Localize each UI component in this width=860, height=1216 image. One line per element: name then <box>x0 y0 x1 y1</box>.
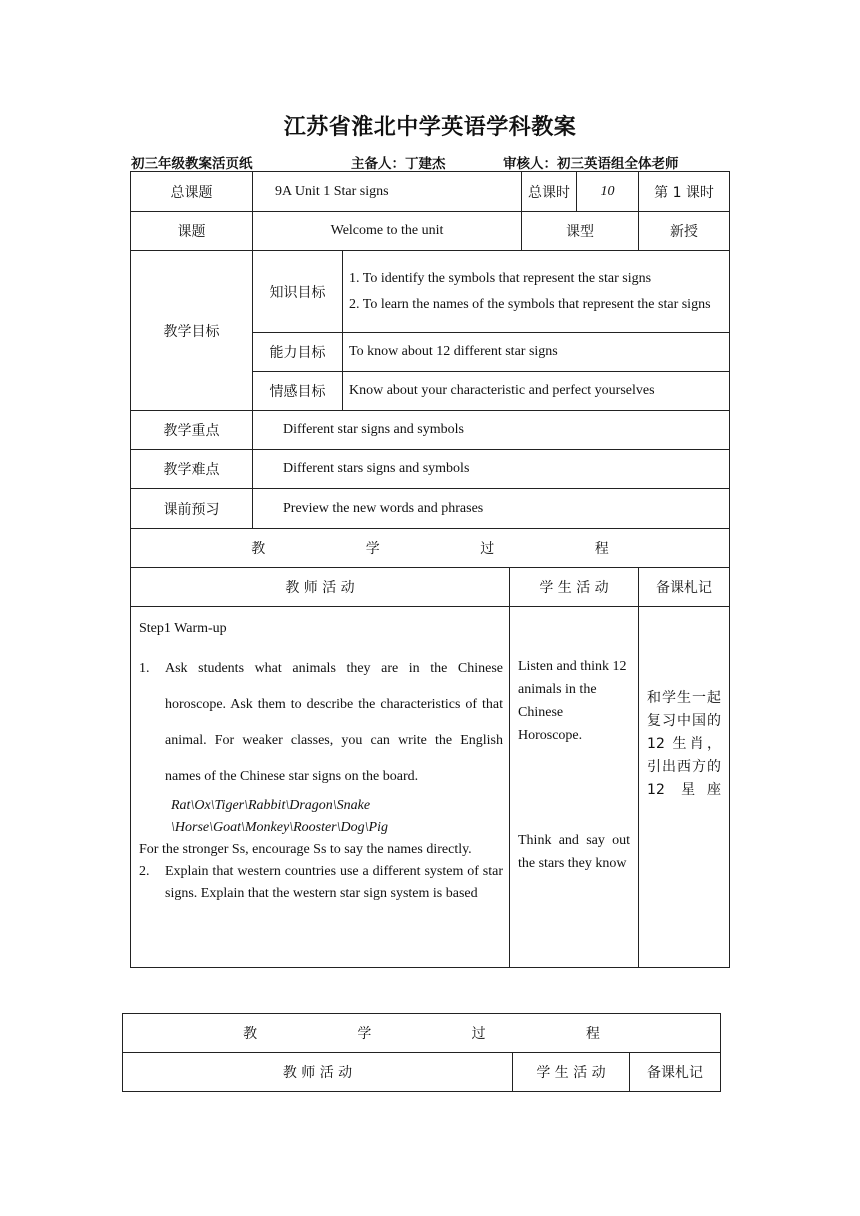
step-heading: Step1 Warm-up <box>139 621 227 636</box>
total-hours-label: 总课时 <box>522 172 577 212</box>
teacher-activity-header: 教 师 活 动 <box>123 1053 513 1092</box>
lesson-label: 课题 <box>131 212 253 251</box>
notes-header: 备课札记 <box>639 568 730 607</box>
student-activity-2: Think and say out the stars they know <box>518 833 631 871</box>
process-char: 教 <box>251 541 266 557</box>
emotion-goal: Know about your characteristic and perfect yourselves <box>343 372 730 411</box>
key-points-value: Different star signs and symbols <box>253 411 730 450</box>
animal-list <box>139 795 503 839</box>
animal-list-line: Rat\Ox\Tiger\Rabbit\Dragon\Snake <box>171 798 371 813</box>
process-char: 程 <box>585 1026 600 1042</box>
item-text: Ask students what animals they are in the Chinese horoscope. Ask them to describe the characteristics of that animal. For weaker classes, you can write the English names of the Chinese star signs on the board. <box>165 661 503 784</box>
preview-value: Preview the new words and phrases <box>253 489 730 529</box>
activity-item-1 <box>139 651 503 795</box>
knowledge-goals <box>343 251 730 333</box>
student-activity-header: 学 生 活 动 <box>510 568 639 607</box>
student-activity-cell <box>510 607 639 968</box>
lesson-value: Welcome to the unit <box>253 212 522 251</box>
item-number: 2. <box>139 864 150 879</box>
type-value: 新授 <box>639 212 730 251</box>
student-activity-1: Listen and think 12 animals in the Chinese Horoscope. <box>518 659 627 743</box>
process-char: 过 <box>471 1026 486 1042</box>
difficulty-label: 教学难点 <box>131 450 253 489</box>
document-title: 江苏省淮北中学英语学科教案 <box>283 115 577 140</box>
type-label: 课型 <box>522 212 639 251</box>
student-activity-header: 学 生 活 动 <box>513 1053 630 1092</box>
topic-label: 总课题 <box>131 172 253 212</box>
teacher-activity-header: 教 师 活 动 <box>131 568 510 607</box>
teacher-activity-cell <box>131 607 510 968</box>
preview-label: 课前预习 <box>131 489 253 529</box>
knowledge-label: 知识目标 <box>253 251 343 333</box>
key-points-label: 教学重点 <box>131 411 253 450</box>
process-char: 学 <box>357 1026 372 1042</box>
notes-header: 备课札记 <box>630 1053 721 1092</box>
preparer-label: 主备人：丁建杰 <box>351 156 446 172</box>
continuation-table <box>122 1013 721 1092</box>
total-hours-value: 10 <box>577 172 639 212</box>
animal-list-line: \Horse\Goat\Monkey\Rooster\Dog\Pig <box>171 820 388 835</box>
objectives-label: 教学目标 <box>131 251 253 411</box>
process-char: 教 <box>243 1026 258 1042</box>
ability-label: 能力目标 <box>253 333 343 372</box>
item-text: Explain that western countries use a different system of star signs. Explain that the western star sign system is based <box>165 864 503 901</box>
reviewer-label: 审核人：初三英语组全体老师 <box>503 156 679 172</box>
process-heading <box>123 1014 721 1053</box>
process-heading <box>131 529 730 568</box>
emotion-label: 情感目标 <box>253 372 343 411</box>
item-number: 1. <box>139 661 150 676</box>
knowledge-goal-1: 1. To identify the symbols that represent the star signs <box>349 270 652 286</box>
paper-label: 初三年级教案活页纸 <box>131 156 253 172</box>
ability-goal: To know about 12 different star signs <box>343 333 730 372</box>
process-char: 程 <box>594 541 609 557</box>
process-char: 过 <box>480 541 495 557</box>
stronger-students-note: For the stronger Ss, encourage Ss to say the names directly. <box>139 842 472 857</box>
process-char: 学 <box>365 541 380 557</box>
lesson-number: 第 1 课时 <box>639 172 730 212</box>
notes-cell: 和学生一起复习中国的 12 生肖，引出西方的 12 星座 <box>639 607 730 968</box>
difficulty-value: Different stars signs and symbols <box>253 450 730 489</box>
activity-item-2 <box>139 861 503 905</box>
topic-value: 9A Unit 1 Star signs <box>253 172 522 212</box>
lesson-plan-table <box>130 171 730 968</box>
knowledge-goal-2: 2. To learn the names of the symbols that represent the star signs <box>349 296 711 312</box>
